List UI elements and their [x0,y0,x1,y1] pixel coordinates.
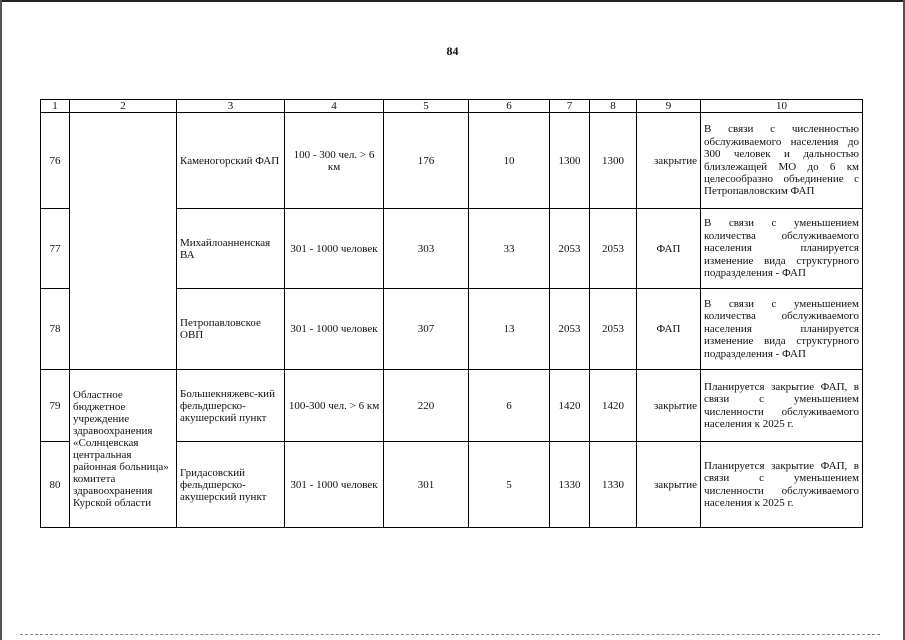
data-table [40,99,863,528]
row-number-cell: 76 [41,113,70,209]
facility-name-cell: Гридасовский фельдшерско-акушерский пункт [177,442,285,528]
row-number-cell: 77 [41,209,70,289]
org-cell-empty [70,113,177,370]
row-number-cell: 78 [41,289,70,370]
note-cell: В связи с уменьшением количества обслуживаемого населения планируется изменение вида структурного подразделения - ФАП [701,289,863,370]
row-number-cell: 79 [41,370,70,442]
column-header: 1 [41,100,70,113]
population-range-cell: 301 - 1000 человек [285,209,384,289]
column-header: 9 [637,100,701,113]
column-header: 10 [701,100,863,113]
facility-name-cell: Большекняжевс-кий фельдшерско-акушерский пункт [177,370,285,442]
column-header: 4 [285,100,384,113]
table-row [41,370,863,442]
decision-cell: закрытие [637,113,701,209]
facility-name-cell: Петропавловское ОВП [177,289,285,370]
column-header: 6 [469,100,550,113]
col6-cell: 13 [469,289,550,370]
decision-cell: ФАП [637,289,701,370]
col8-cell: 1330 [590,442,637,528]
facility-name-cell: Михайлоанненская ВА [177,209,285,289]
population-range-cell: 100 - 300 чел. > 6 км [285,113,384,209]
scan-edge-top [0,0,905,2]
col7-cell: 2053 [550,289,590,370]
table-header-row [41,100,863,113]
note-cell: В связи с уменьшением количества обслуживаемого населения планируется изменение вида структурного подразделения - ФАП [701,209,863,289]
col7-cell: 1330 [550,442,590,528]
decision-cell: закрытие [637,442,701,528]
note-cell: Планируется закрытие ФАП, в связи с уменьшением численности обслуживаемого населения к 2025 г. [701,370,863,442]
col7-cell: 1300 [550,113,590,209]
decision-cell: ФАП [637,209,701,289]
row-number-cell: 80 [41,442,70,528]
table-row [41,113,863,209]
column-header: 5 [384,100,469,113]
col6-cell: 33 [469,209,550,289]
population-range-cell: 301 - 1000 человек [285,289,384,370]
column-header: 8 [590,100,637,113]
col8-cell: 2053 [590,209,637,289]
col6-cell: 10 [469,113,550,209]
note-cell: В связи с численностью обслуживаемого населения до 300 человек и дальностью близлежащей МО до 6 км целесообразно объединение с Петропавловским ФАП [701,113,863,209]
column-header: 7 [550,100,590,113]
population-range-cell: 100-300 чел. > 6 км [285,370,384,442]
col5-cell: 220 [384,370,469,442]
organization-cell: Областное бюджетное учреждение здравоохранения «Солнцевская центральная районная больница» комитета здравоохранения Курской области [70,370,177,528]
col5-cell: 307 [384,289,469,370]
population-range-cell: 301 - 1000 человек [285,442,384,528]
note-cell: Планируется закрытие ФАП, в связи с уменьшением численности обслуживаемого населения к 2025 г. [701,442,863,528]
page-number: 84 [446,44,459,58]
scan-edge-left [0,0,2,640]
scan-edge-bottom [20,634,880,636]
col5-cell: 301 [384,442,469,528]
col8-cell: 1300 [590,113,637,209]
col8-cell: 2053 [590,289,637,370]
col8-cell: 1420 [590,370,637,442]
col7-cell: 2053 [550,209,590,289]
col6-cell: 6 [469,370,550,442]
col5-cell: 176 [384,113,469,209]
col6-cell: 5 [469,442,550,528]
decision-cell: закрытие [637,370,701,442]
col5-cell: 303 [384,209,469,289]
col7-cell: 1420 [550,370,590,442]
column-header: 3 [177,100,285,113]
column-header: 2 [70,100,177,113]
facility-name-cell: Каменогорский ФАП [177,113,285,209]
